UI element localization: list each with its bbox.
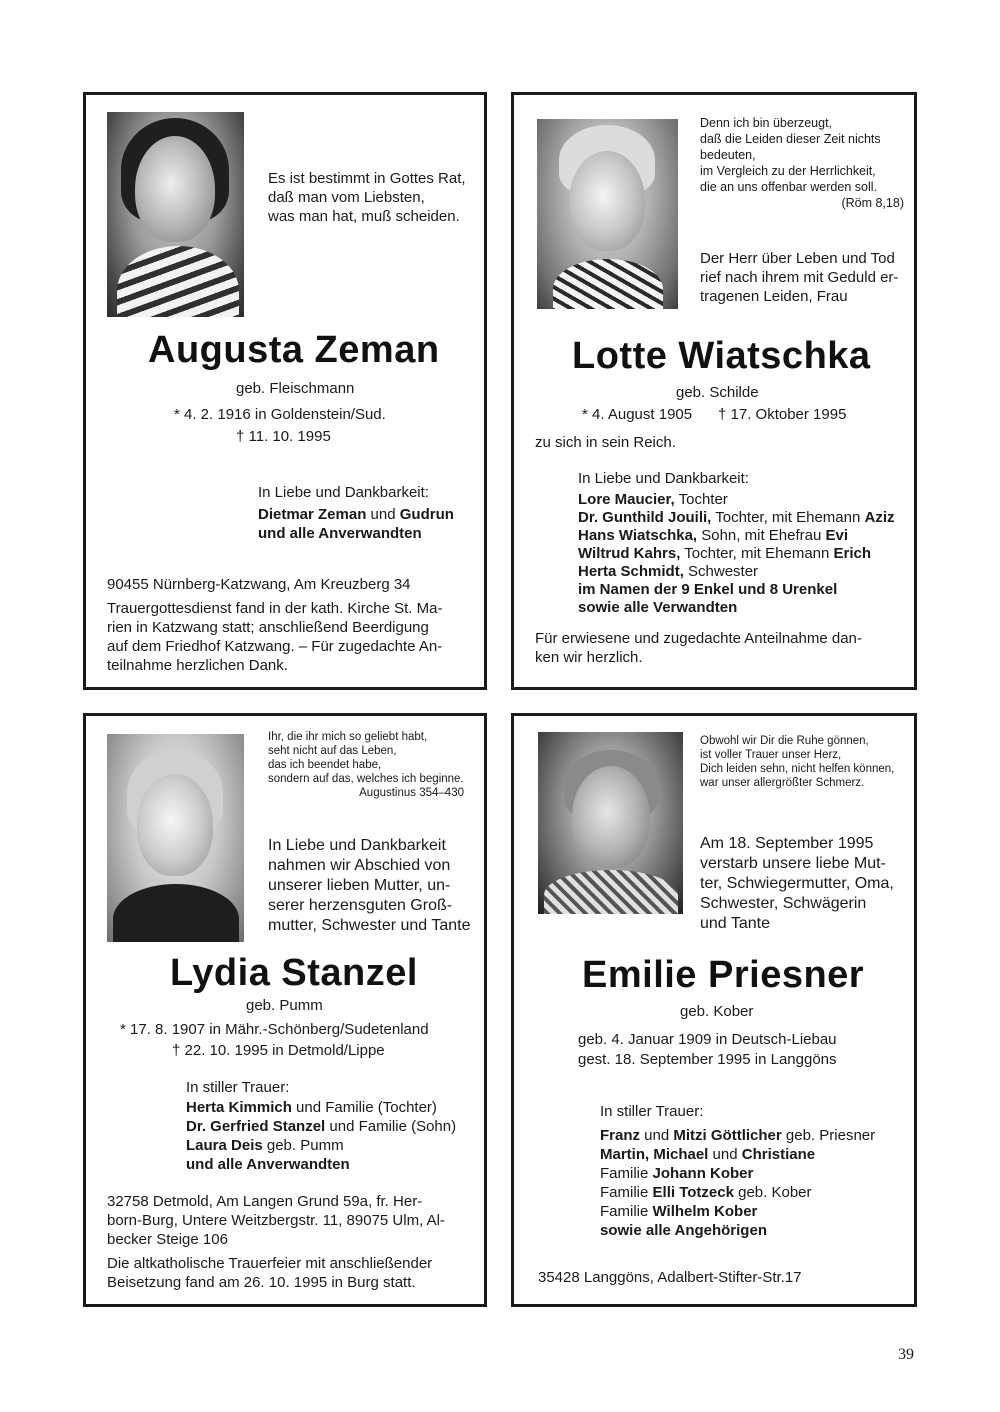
mourner-line xyxy=(578,509,908,527)
mourner-name: Evi xyxy=(825,527,848,544)
verse-line: war unser allergrößter Schmerz. xyxy=(700,777,865,789)
intro-line: In Liebe und Dankbarkeit xyxy=(268,837,446,854)
obituary-augusta-zeman xyxy=(83,92,487,690)
death-date: † 22. 10. 1995 in Detmold/Lippe xyxy=(172,1042,385,1059)
mourner-line xyxy=(186,1098,486,1117)
deceased-name: Augusta Zeman xyxy=(148,329,440,371)
verse-line: das ich beendet habe, xyxy=(268,759,382,771)
family-label: Familie xyxy=(600,1203,653,1220)
mourner-line: im Namen der 9 Enkel und 8 Urenkel xyxy=(578,581,838,598)
mourner-name: Aziz xyxy=(864,509,895,526)
birth-date: * 17. 8. 1907 in Mähr.-Schönberg/Sudetenland xyxy=(120,1021,429,1038)
mourner-name: Johann Kober xyxy=(652,1165,754,1182)
service-line: rien in Katzwang statt; anschließend Beerdigung xyxy=(107,619,429,636)
mourner-name: Wiltrud Kahrs, xyxy=(578,545,681,562)
mourner-name: Dr. Gerfried Stanzel xyxy=(186,1118,326,1135)
mourner-line xyxy=(600,1126,912,1145)
deceased-name: Lotte Wiatschka xyxy=(572,335,871,377)
intro-line: mutter, Schwester und Tante xyxy=(268,917,471,934)
intro-line: ter, Schwiegermutter, Oma, xyxy=(700,875,894,892)
verse-line: Ihr, die ihr mich so geliebt habt, xyxy=(268,731,428,743)
mourner-name: Herta Kimmich xyxy=(186,1099,292,1116)
verse-line: Obwohl wir Dir die Ruhe gönnen, xyxy=(700,735,869,747)
mourner-name: Martin, Michael xyxy=(600,1146,709,1163)
portrait-photo xyxy=(538,732,683,914)
mourner-name: Dietmar Zeman xyxy=(258,506,367,523)
mourner-name: Lore Maucier, xyxy=(578,491,675,508)
mourner-relation: Tochter xyxy=(674,491,728,508)
family-label: Familie xyxy=(600,1165,653,1182)
mourners-line: und alle Anverwandten xyxy=(258,525,422,542)
intro-line: und Tante xyxy=(700,915,770,932)
verse-line: was man hat, muß scheiden. xyxy=(268,208,460,225)
mourners-line xyxy=(258,505,478,524)
obituary-emilie-priesner xyxy=(511,713,917,1307)
mourner-line xyxy=(600,1183,912,1202)
address: 90455 Nürnberg-Katzwang, Am Kreuzberg 34 xyxy=(107,576,411,593)
mourning-intro: In stiller Trauer: xyxy=(186,1079,290,1096)
mourner-line xyxy=(600,1164,912,1183)
death-date: gest. 18. September 1995 in Langgöns xyxy=(578,1051,837,1068)
verse-reference: (Röm 8,18) xyxy=(841,196,904,210)
mourner-name: Christiane xyxy=(741,1146,816,1163)
closing-line: Für erwiesene und zugedachte Anteilnahme dan- xyxy=(535,630,862,647)
intro-line: Am 18. September 1995 xyxy=(700,835,874,852)
verse-line: die an uns offenbar werden soll. xyxy=(700,180,877,194)
intro-line: unserer lieben Mutter, un- xyxy=(268,877,451,894)
mourner-line: sowie alle Angehörigen xyxy=(600,1222,767,1239)
family-label: Familie xyxy=(600,1184,653,1201)
deceased-name: Lydia Stanzel xyxy=(170,952,418,994)
intro-line: nahmen wir Abschied von xyxy=(268,857,451,874)
verse-line: bedeuten, xyxy=(700,148,756,162)
thanks-intro: In Liebe und Dankbarkeit: xyxy=(258,484,429,501)
address-line: becker Steige 106 xyxy=(107,1231,228,1248)
verse-line: sondern auf das, welches ich beginne. xyxy=(268,773,464,785)
birth-name: geb. Kober xyxy=(680,1003,754,1020)
verse-line: ist voller Trauer unser Herz, xyxy=(700,749,842,761)
obituary-lydia-stanzel xyxy=(83,713,487,1307)
intro-line: rief nach ihrem mit Geduld er- xyxy=(700,269,899,286)
birth-date: geb. 4. Januar 1909 in Deutsch-Liebau xyxy=(578,1031,837,1048)
intro-line: Der Herr über Leben und Tod xyxy=(700,250,895,267)
birth-name: geb. Pumm xyxy=(246,997,323,1014)
portrait-photo xyxy=(107,112,244,317)
service-line: auf dem Friedhof Katzwang. – Für zugedachte An- xyxy=(107,638,443,655)
address-line: born-Burg, Untere Weitzbergstr. 11, 89075 Ulm, Al- xyxy=(107,1212,445,1229)
death-date: † 17. Oktober 1995 xyxy=(718,406,847,423)
mourner-relation: geb. Kober xyxy=(733,1184,812,1201)
mourner-name: Hans Wiatschka, xyxy=(578,527,698,544)
service-line: teilnahme herzlichen Dank. xyxy=(107,657,288,674)
mourner-line xyxy=(600,1145,912,1164)
thanks-intro: In Liebe und Dankbarkeit: xyxy=(578,470,749,487)
mourner-line xyxy=(578,491,908,509)
verse-line: Es ist bestimmt in Gottes Rat, xyxy=(268,170,466,187)
mourner-name: Dr. Gunthild Jouili, xyxy=(578,509,712,526)
birth-date: * 4. 2. 1916 in Goldenstein/Sud. xyxy=(174,406,386,423)
mourner-relation: und Familie (Tochter) xyxy=(291,1099,437,1116)
verse-reference: Augustinus 354–430 xyxy=(359,787,464,799)
mourner-line xyxy=(578,545,908,563)
mourner-name: Wilhelm Kober xyxy=(652,1203,758,1220)
mourner-relation: Schwester xyxy=(683,563,759,580)
verse-line: Dich leiden sehn, nicht helfen können, xyxy=(700,763,895,775)
mourner-line: und alle Anverwandten xyxy=(186,1156,350,1173)
mourner-name: Laura Deis xyxy=(186,1137,263,1154)
mourner-line xyxy=(186,1136,486,1155)
birth-date: * 4. August 1905 xyxy=(582,406,693,423)
conjunction: und xyxy=(640,1127,674,1144)
address-line: 32758 Detmold, Am Langen Grund 59a, fr. Her- xyxy=(107,1193,423,1210)
mourner-line xyxy=(578,527,908,545)
mourner-line xyxy=(600,1202,912,1221)
mourner-relation: Sohn, mit Ehefrau xyxy=(697,527,826,544)
page-number: 39 xyxy=(898,1346,914,1363)
conjunction: und xyxy=(708,1146,742,1163)
mourner-line xyxy=(186,1117,486,1136)
address: 35428 Langgöns, Adalbert-Stifter-Str.17 xyxy=(538,1269,802,1286)
mourner-name: Mitzi Göttlicher xyxy=(673,1127,782,1144)
mourner-relation: Tochter, mit Ehemann xyxy=(680,545,834,562)
portrait-photo xyxy=(537,119,678,309)
closing-line: ken wir herzlich. xyxy=(535,649,643,666)
mourner-relation: geb. Pumm xyxy=(262,1137,344,1154)
reich-line: zu sich in sein Reich. xyxy=(535,434,676,451)
mourning-intro: In stiller Trauer: xyxy=(600,1103,704,1120)
mourner-name: Gudrun xyxy=(399,506,454,523)
conjunction: und xyxy=(370,506,396,523)
intro-line: tragenen Leiden, Frau xyxy=(700,288,848,305)
portrait-photo xyxy=(107,734,244,942)
intro-line: verstarb unsere liebe Mut- xyxy=(700,855,886,872)
verse-line: daß die Leiden dieser Zeit nichts xyxy=(700,132,881,146)
verse-line: seht nicht auf das Leben, xyxy=(268,745,397,757)
verse-line: im Vergleich zu der Herrlichkeit, xyxy=(700,164,876,178)
mourner-name: Erich xyxy=(833,545,872,562)
service-line: Trauergottesdienst fand in der kath. Kirche St. Ma- xyxy=(107,600,443,617)
mourner-relation: und Familie (Sohn) xyxy=(325,1118,457,1135)
birth-name: geb. Schilde xyxy=(676,384,759,401)
birth-name: geb. Fleischmann xyxy=(236,380,355,397)
mourner-relation: Tochter, mit Ehemann xyxy=(711,509,865,526)
mourner-name: Elli Totzeck xyxy=(652,1184,734,1201)
mourner-line: sowie alle Verwandten xyxy=(578,599,738,616)
verse-line: daß man vom Liebsten, xyxy=(268,189,425,206)
death-date: † 11. 10. 1995 xyxy=(236,428,331,445)
service-line: Beisetzung fand am 26. 10. 1995 in Burg statt. xyxy=(107,1274,416,1291)
mourner-name: Franz xyxy=(600,1127,641,1144)
intro-line: Schwester, Schwägerin xyxy=(700,895,867,912)
mourner-line xyxy=(578,563,908,581)
service-line: Die altkatholische Trauerfeier mit anschließender xyxy=(107,1255,433,1272)
verse-line: Denn ich bin überzeugt, xyxy=(700,116,833,130)
intro-line: serer herzensguten Groß- xyxy=(268,897,453,914)
obituary-lotte-wiatschka xyxy=(511,92,917,690)
mourner-name: Herta Schmidt, xyxy=(578,563,684,580)
mourner-relation: geb. Priesner xyxy=(781,1127,876,1144)
deceased-name: Emilie Priesner xyxy=(582,954,865,996)
